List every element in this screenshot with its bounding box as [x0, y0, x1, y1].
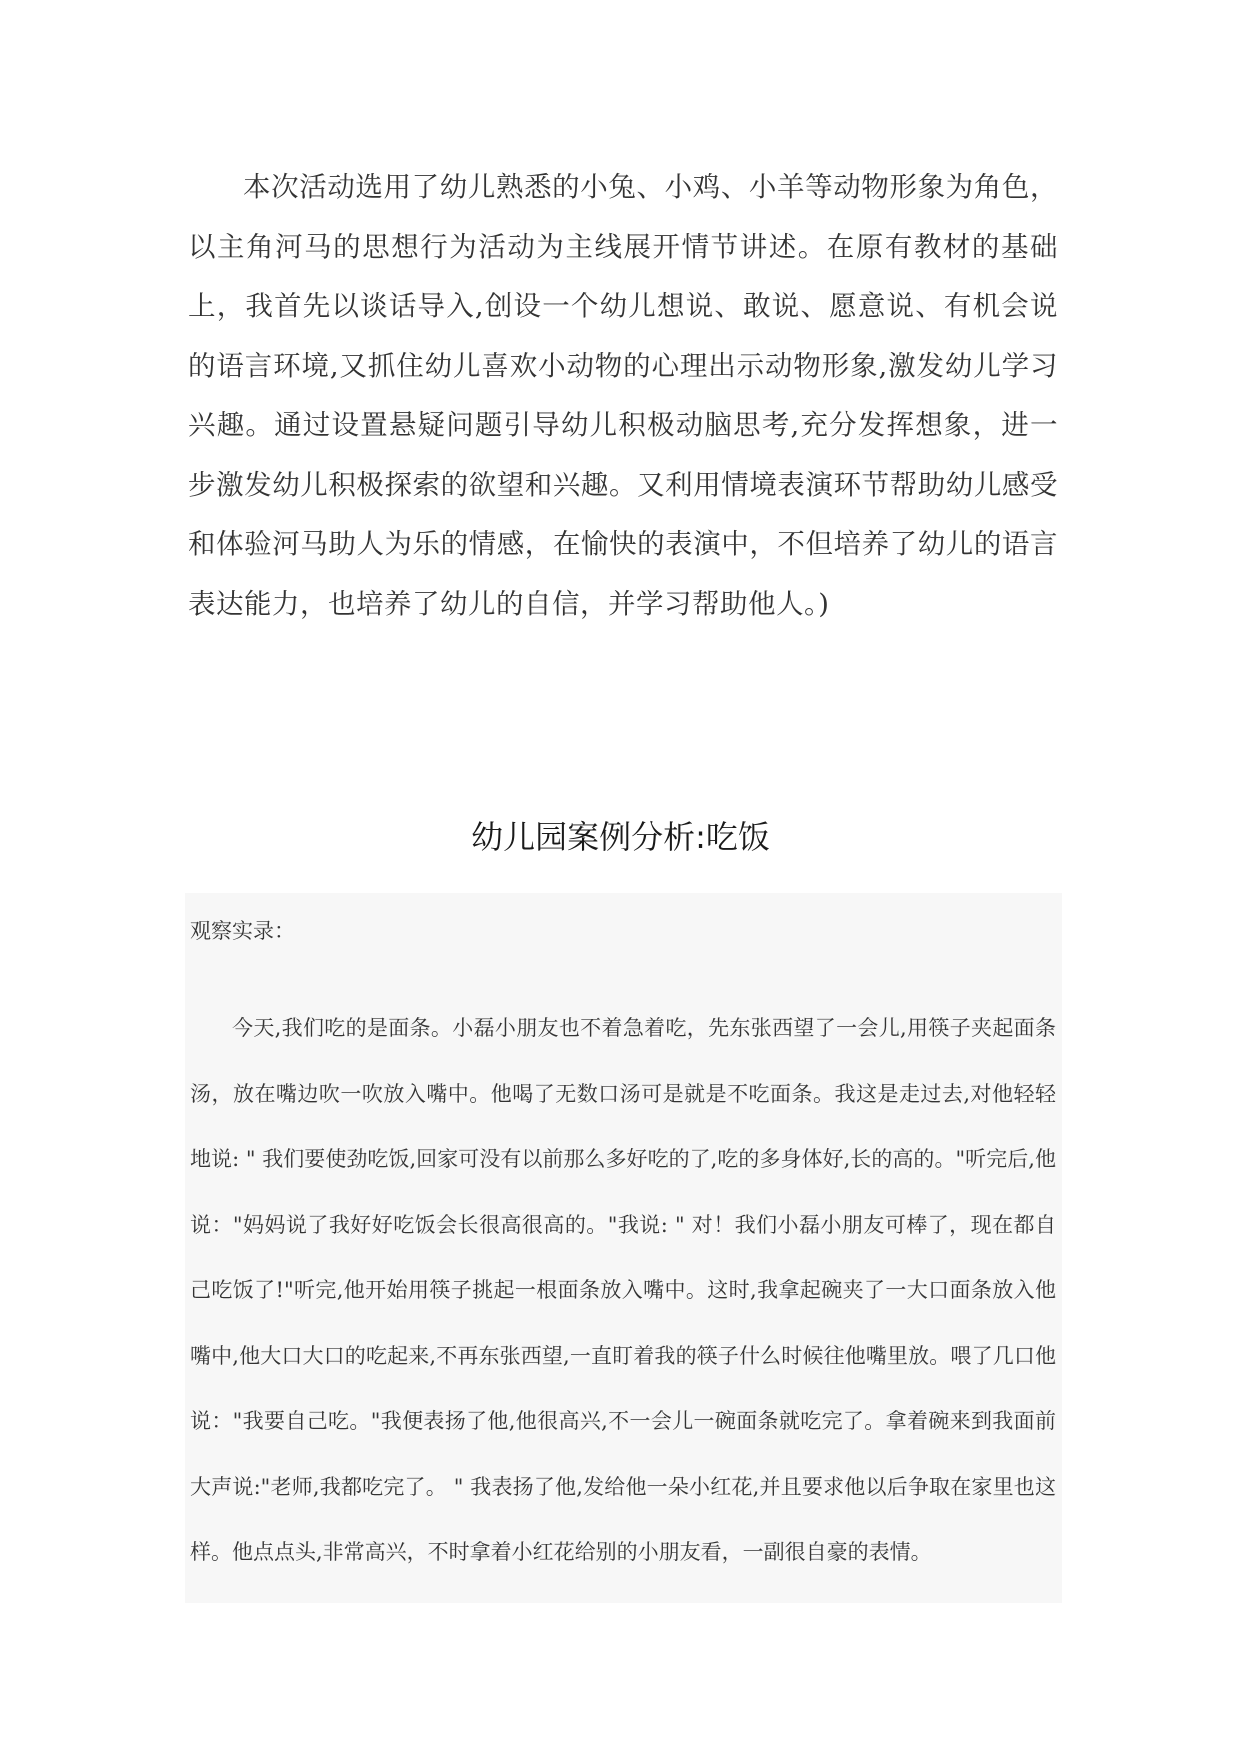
intro-paragraph: 本次活动选用了幼儿熟悉的小兔、小鸡、小羊等动物形象为角色，以主角河马的思想行为活动为主线展开情节讲述。在原有教材的基础上，我首先以谈话导入,创设一个幼儿想说、敢说、愿意说、有机会说的语言环境,又抓住幼儿喜欢小动物的心理出示动物形象,激发幼儿学习兴趣。通过设置悬疑问题引导幼儿积极动脑思考,充分发挥想象，进一步激发幼儿积极探索的欲望和兴趣。又利用情境表演环节帮助幼儿感受和体验河马助人为乐的情感，在愉快的表演中，不但培养了幼儿的语言表达能力，也培养了幼儿的自信，并学习帮助他人。) — [188, 171, 1058, 620]
case-title: 幼儿园案例分析:吃饭 — [471, 818, 770, 856]
observation-label: 观察实录： — [190, 919, 295, 943]
case-content-box — [185, 893, 1062, 1603]
observation-text: 今天,我们吃的是面条。小磊小朋友也不着急着吃，先东张西望了一会儿,用筷子夹起面条汤，放在嘴边吹一吹放入嘴中。他喝了无数口汤可是就是不吃面条。我这是走过去,对他轻轻地说: " 我们要使劲吃饭,回家可没有以前那么多好吃的了,吃的多身体好,长的高的。"听完后,他说："妈妈说了我好好吃饭会长很高很高的。"我说: " 对！我们小磊小朋友可棒了，现在都自己吃饭了!"听完,他开始用筷子挑起一根面条放入嘴中。这时,我拿起碗夹了一大口面条放入他嘴中,他大口大口的吃起来,不再东张西望,一直盯着我的筷子什么时候往他嘴里放。喂了几口他说："我要自己吃。"我便表扬了他,他很高兴,不一会儿一碗面条就吃完了。拿着碗来到我面前大声说:"老师,我都吃完了。 " 我表扬了他,发给他一朵小红花,并且要求他以后争取在家里也这样。他点点头,非常高兴，不时拿着小红花给别的小朋友看，一副很自豪的表情。 — [190, 1016, 1056, 1564]
